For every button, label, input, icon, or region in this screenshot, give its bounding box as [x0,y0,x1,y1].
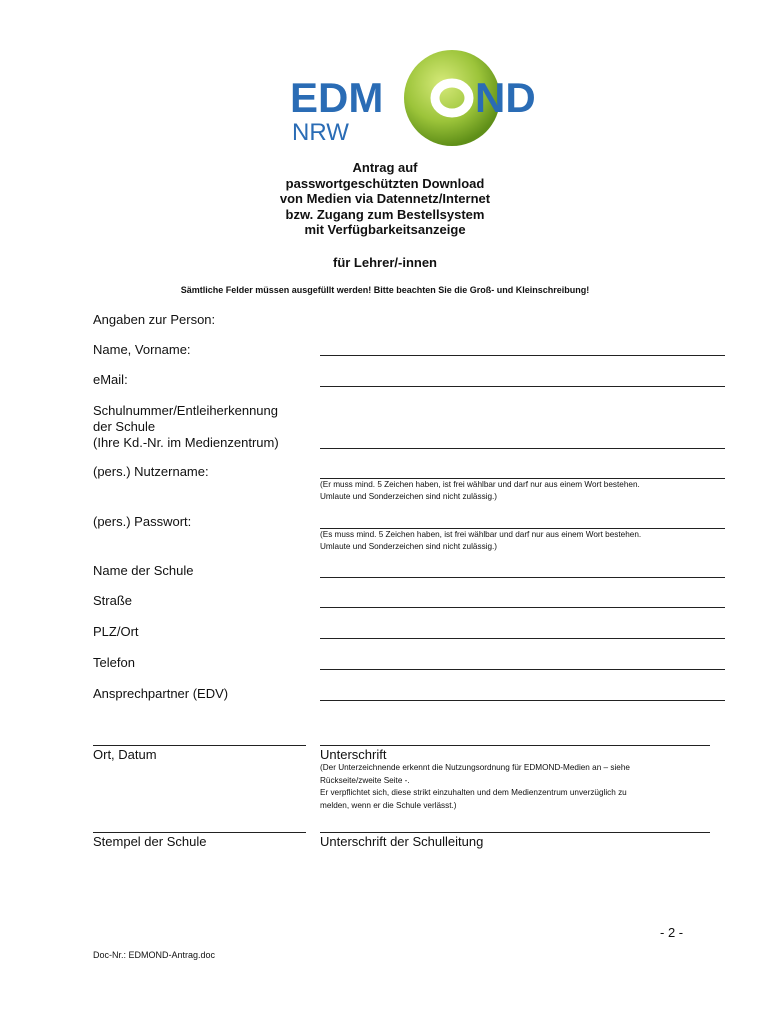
schulleitung-field[interactable] [320,832,710,833]
document-title [185,160,585,238]
schule-field[interactable] [320,577,725,578]
ansprechpartner-label: Ansprechpartner (EDV) [93,686,229,701]
logo-word-left: EDM [290,74,384,121]
edmond-nrw-logo [290,50,540,150]
title-line: passwortgeschützten Download [285,175,485,191]
section-heading: Angaben zur Person: [93,312,216,327]
title-line: Antrag auf [352,160,418,175]
title-line: von Medien via Datennetz/Internet [279,191,491,206]
ort-datum-label: Ort, Datum [93,747,157,762]
title-line: mit Verfügbarkeitsanzeige [304,222,466,237]
ort-datum-field[interactable] [93,745,306,746]
passwort-label: (pers.) Passwort: [93,514,192,529]
stempel-field[interactable] [93,832,306,833]
logo-region: NRW [292,119,349,146]
document-subtitle: für Lehrer/-innen [332,255,437,270]
telefon-field[interactable] [320,669,725,670]
nutzername-label: (pers.) Nutzername: [93,464,209,479]
unterschrift-label: Unterschrift [320,747,387,762]
email-label: eMail: [93,372,128,387]
telefon-label: Telefon [93,655,135,670]
logo-word-right: ND [475,74,536,121]
plz-ort-label: PLZ/Ort [93,624,139,639]
name-label: Name, Vorname: [93,342,191,357]
required-notice: Sämtliche Felder müssen ausgefüllt werden! Bitte beachten Sie die Groß- und Kleinschreibung! [180,285,590,295]
ansprechpartner-field[interactable] [320,700,725,701]
unterschrift-field[interactable] [320,745,710,746]
schulnummer-field[interactable] [320,448,725,449]
schule-label: Name der Schule [93,563,194,578]
unterschrift-hint: (Der Unterzeichnende erkennt die Nutzungsordnung für EDMOND-Medien an – siehe Rückseite/zweite Seite -. Er verpflichtet sich, diese strikt einzuhalten und dem Medienzentrum unverzüglich zu melden, wenn er die Schule verlässt.) [320,763,630,810]
name-field[interactable] [320,355,725,356]
stempel-label: Stempel der Schule [93,834,207,849]
nutzername-hint: (Er muss mind. 5 Zeichen haben, ist frei wählbar und darf nur aus einem Wort bestehen. Umlaute und Sonderzeichen sind nicht zulässig.) [320,480,640,501]
email-field[interactable] [320,386,725,387]
strasse-field[interactable] [320,607,725,608]
page-number: - 2 - [660,925,684,940]
schulnummer-label: Schulnummer/Entleiherkennung der Schule (Ihre Kd.-Nr. im Medienzentrum) [93,403,279,450]
passwort-hint: (Es muss mind. 5 Zeichen haben, ist frei wählbar und darf nur aus einem Wort bestehen. Umlaute und Sonderzeichen sind nicht zulässig.) [320,530,642,551]
plz-ort-field[interactable] [320,638,725,639]
schulleitung-label: Unterschrift der Schulleitung [320,834,484,849]
strasse-label: Straße [93,593,133,608]
document-number: Doc-Nr.: EDMOND-Antrag.doc [93,950,216,960]
title-line: bzw. Zugang zum Bestellsystem [285,206,485,222]
